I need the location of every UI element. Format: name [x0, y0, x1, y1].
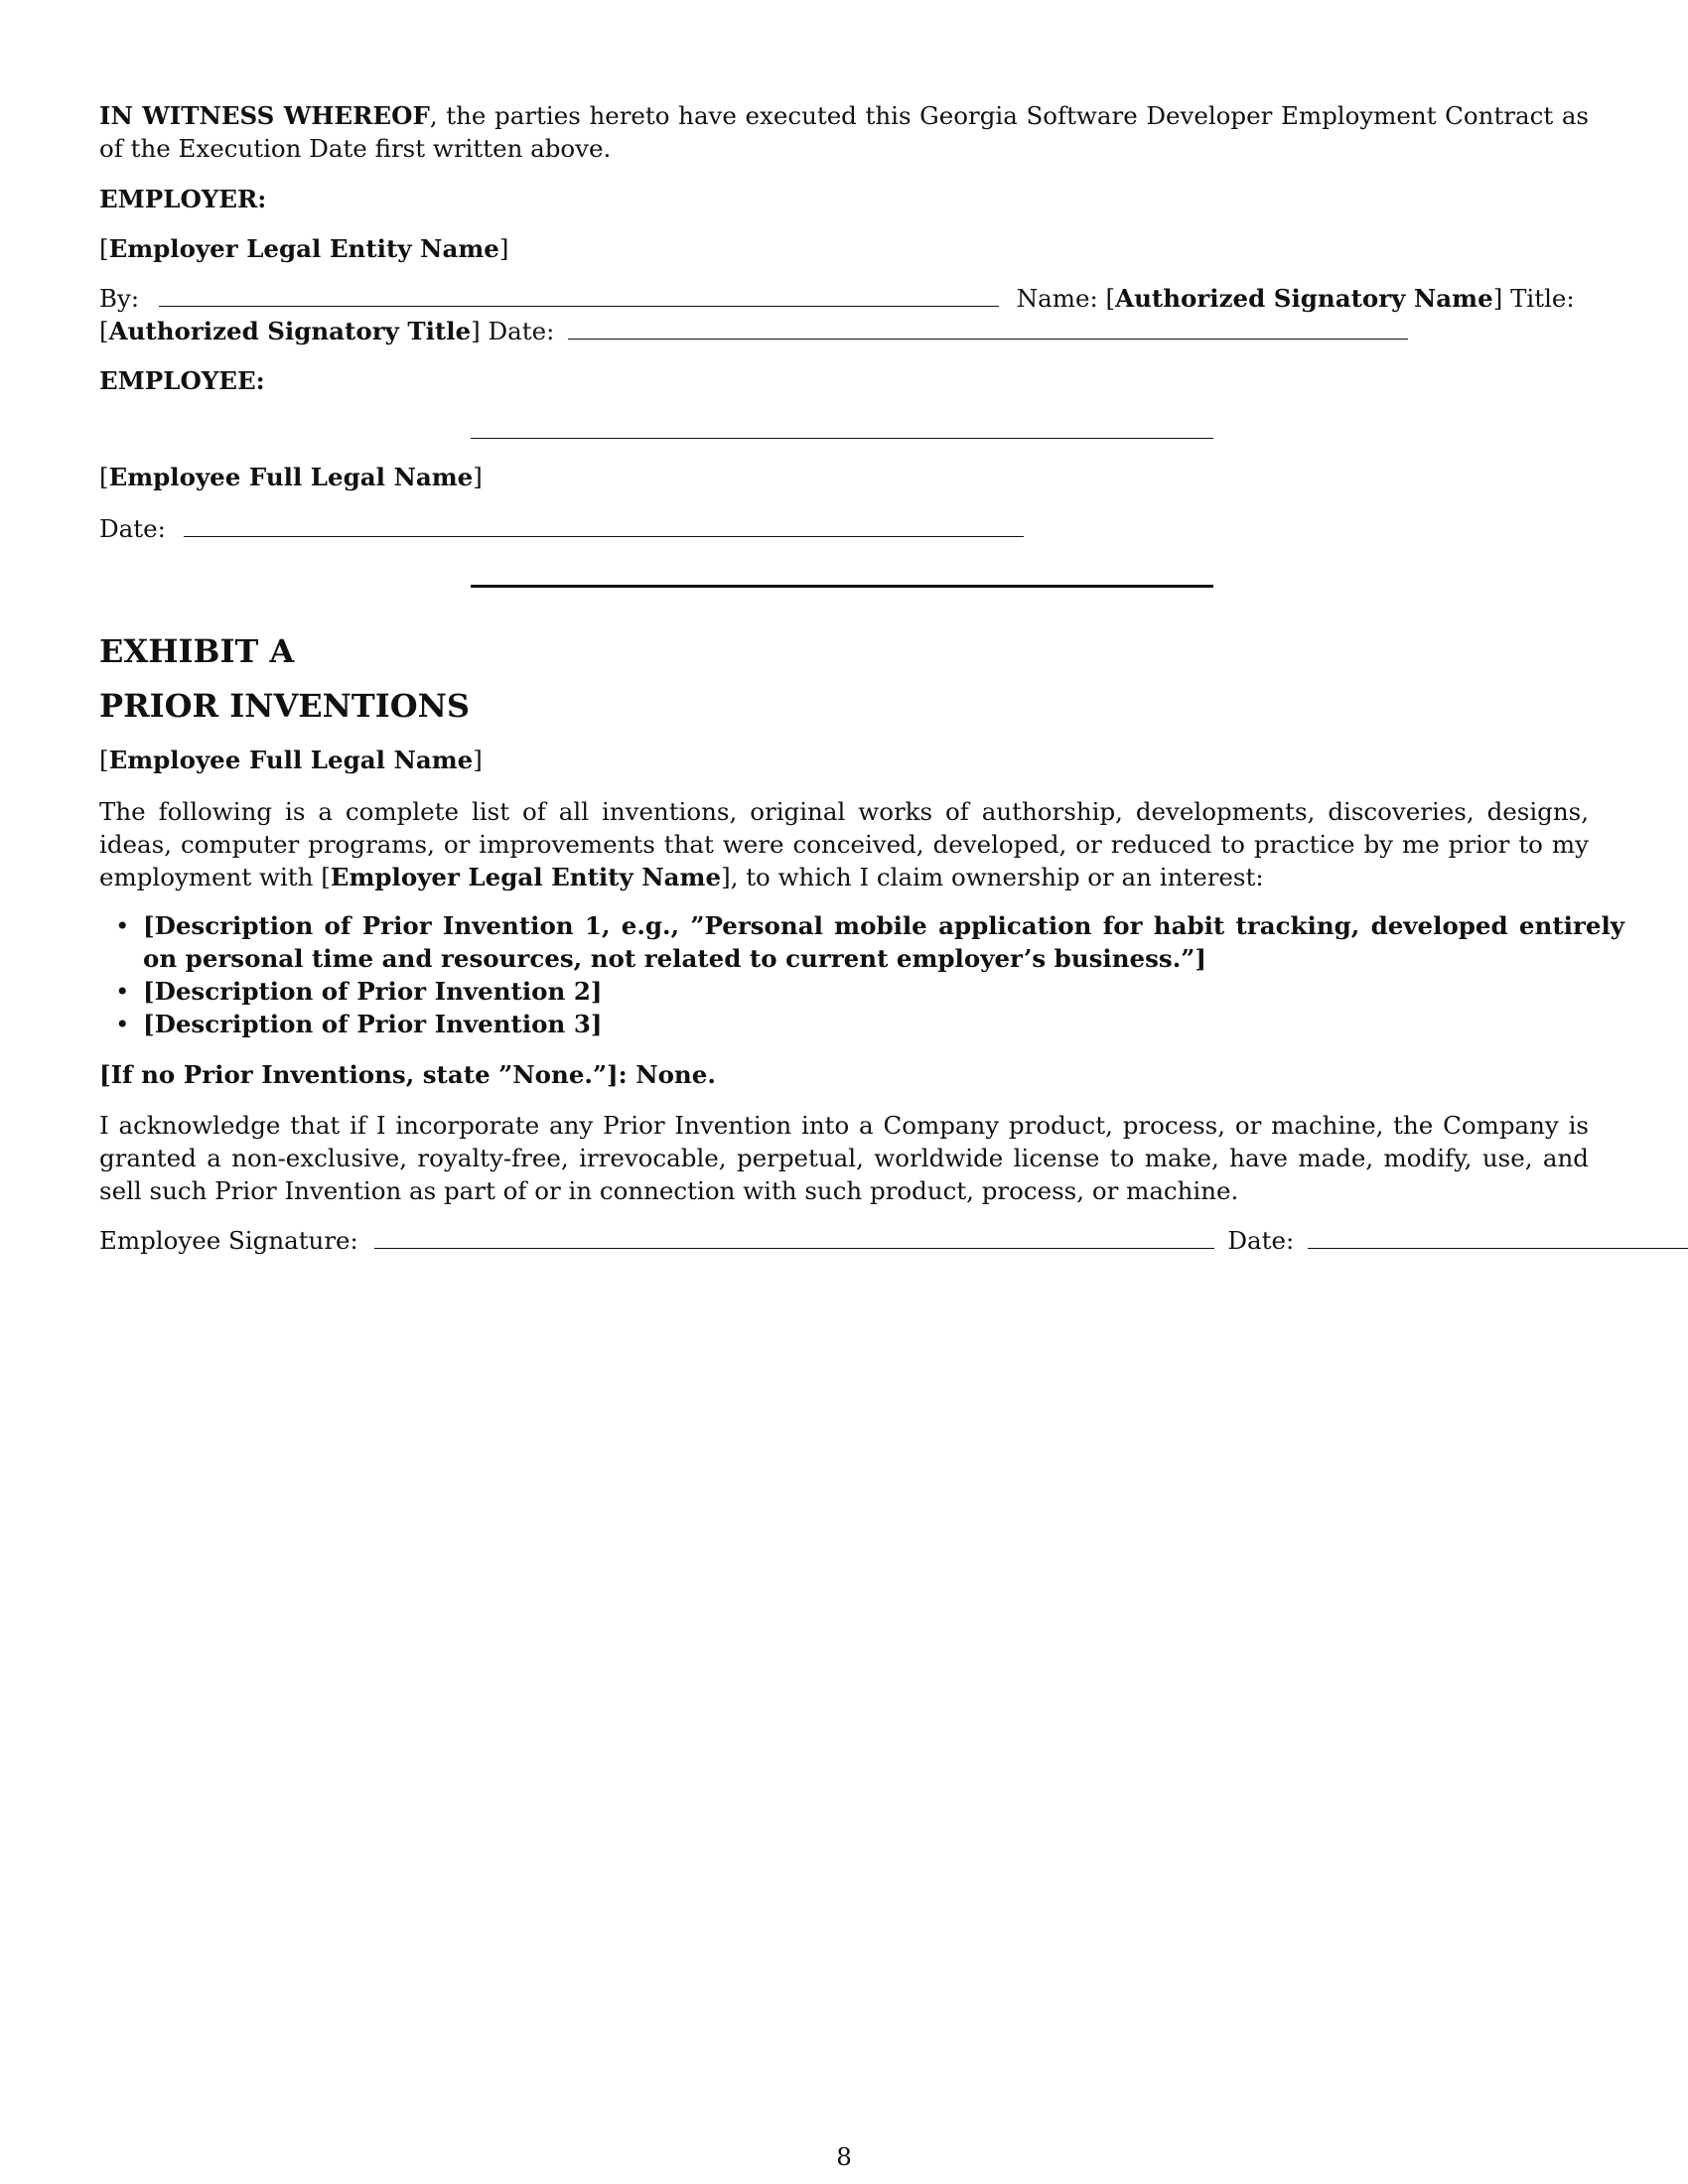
- signature-date-field[interactable]: [1308, 1248, 1688, 1249]
- by-signature-line[interactable]: [159, 306, 999, 307]
- invention-description-2: Description of Prior Invention 2: [154, 977, 591, 1006]
- exhibit-employee-name-text: Employee Full Legal Name: [108, 746, 474, 774]
- employee-name-placeholder: Employee Full Legal Name: [108, 463, 474, 491]
- employee-name: [Employee Full Legal Name]: [99, 463, 483, 491]
- employee-date-line[interactable]: [184, 536, 1024, 537]
- page-number: 8: [836, 2142, 852, 2171]
- section-divider: [471, 585, 1213, 588]
- employer-date-line[interactable]: [568, 339, 1408, 340]
- employer-by-line: By: Name: [Authorized Signatory Name] Title:: [99, 284, 1575, 313]
- signature-date-label: Date:: [1227, 1226, 1295, 1255]
- by-label: By:: [99, 284, 140, 313]
- document-page: [99, 0, 1624, 2184]
- signatory-name: Authorized Signatory Name: [1115, 284, 1493, 313]
- employer-entity-name: Employer Legal Entity Name: [108, 234, 499, 263]
- prior-inventions-list: [99, 909, 1632, 1040]
- intro-pre: The following is a complete list of all inventions, original works of authorship, developments, discoveries, designs, ideas, computer programs, or improvements that were conceived, developed, or reduced to practice by me prior to my employment with: [99, 797, 1589, 891]
- list-item: • [Description of Prior Invention 1, e.g., ”Personal mobile application for habit tracking, developed entirely on personal time and resources, not related to current employer’s business.”]: [143, 909, 1632, 975]
- employee-date-line-row: [99, 512, 1024, 545]
- invention-description-1: Description of Prior Invention 1, e.g., ”Personal mobile application for habit tracking, developed entirely on personal time and resources, not related to current employer’s business.”: [143, 911, 1624, 973]
- witness-paragraph: [99, 99, 1589, 165]
- none-statement: [If no Prior Inventions, state ”None.”]: None.: [99, 1060, 716, 1089]
- exhibit-intro: The following is a complete list of all inventions, original works of authorship, developments, discoveries, designs, ideas, computer programs, or improvements that were conceived, developed, or reduced to practice by me prior to my employment with [Employer Legal Entity Name], to which I claim ownership or an interest:: [99, 797, 1589, 891]
- intro-post: ], to which I claim ownership or an interest:: [721, 863, 1264, 891]
- employee-signature-field[interactable]: [374, 1248, 1214, 1249]
- employer-heading: EMPLOYER:: [99, 185, 267, 213]
- employee-signature-line[interactable]: [471, 438, 1213, 439]
- acknowledgement-paragraph: I acknowledge that if I incorporate any Prior Invention into a Company product, process, or machine, the Company is granted a non-exclusive, royalty-free, irrevocable, perpetual, worldwide license to make, have made, modify, use, and sell such Prior Invention as part of or in connection with such product, process, or machine.: [99, 1111, 1589, 1205]
- title-label: Title:: [1510, 284, 1575, 313]
- signature-label: Employee Signature:: [99, 1226, 358, 1255]
- list-item: • [Description of Prior Invention 2]: [143, 975, 1632, 1008]
- intro-entity: Employer Legal Entity Name: [330, 863, 722, 891]
- employer-entity: [Employer Legal Entity Name]: [99, 234, 509, 263]
- list-item: • [Description of Prior Invention 3]: [143, 1008, 1632, 1040]
- exhibit-title: EXHIBIT A: [99, 632, 295, 670]
- witness-lead: IN WITNESS WHEREOF: [99, 101, 430, 130]
- employee-heading: EMPLOYEE:: [99, 366, 265, 395]
- exhibit-subtitle: PRIOR INVENTIONS: [99, 687, 470, 725]
- employer-date-label: Date:: [488, 317, 555, 345]
- name-label: Name:: [1016, 284, 1098, 313]
- exhibit-employee-name: [Employee Full Legal Name]: [99, 746, 483, 774]
- employee-date-label: Date:: [99, 514, 166, 543]
- signatory-title: Authorized Signatory Title: [108, 317, 472, 345]
- invention-description-3: Description of Prior Invention 3: [154, 1010, 591, 1038]
- witness-text: , the parties hereto have executed this Georgia Software Developer Employment Contract as of the Execution Date first written above.: [99, 101, 1589, 163]
- employer-title-line: [Authorized Signatory Title] Date:: [99, 315, 1408, 347]
- employee-signature-row: [99, 1224, 1688, 1257]
